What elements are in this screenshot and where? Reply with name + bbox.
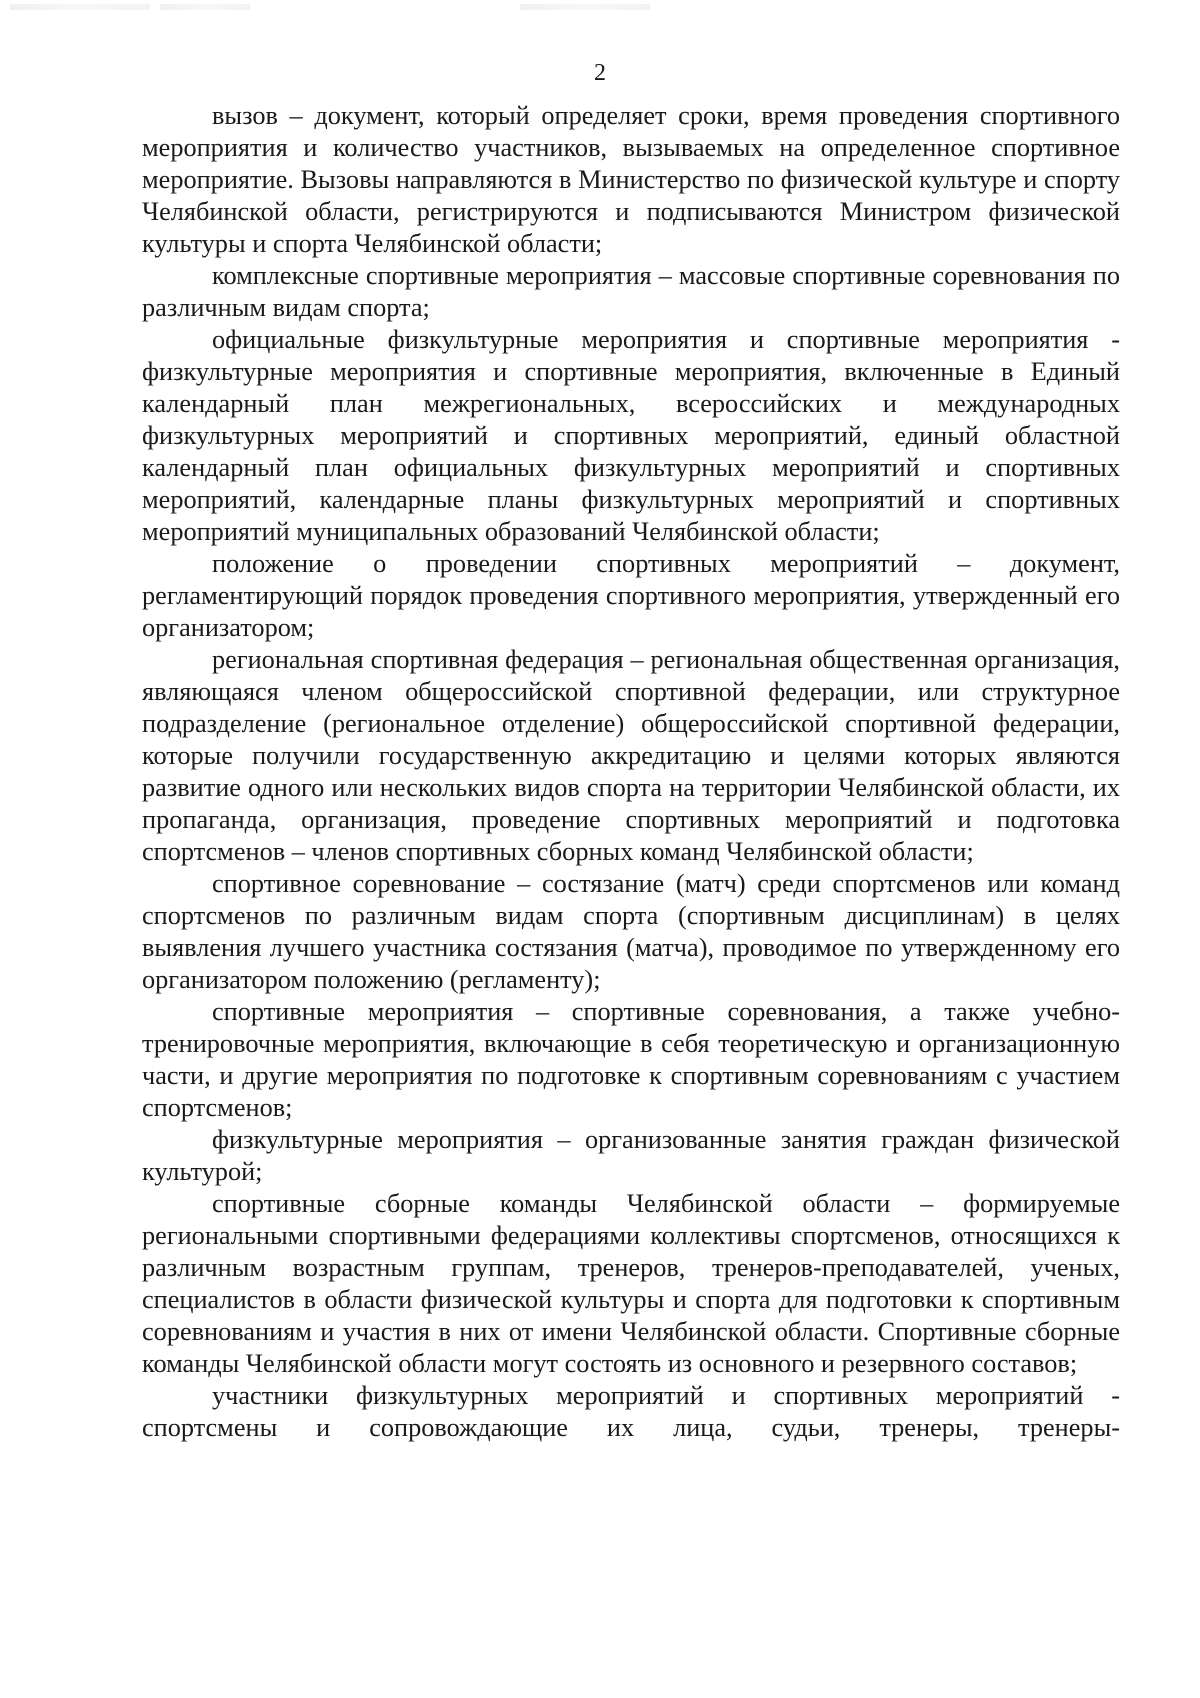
scan-artifact xyxy=(160,4,250,10)
paragraph-sportivnye-meropriyatiya: спортивные мероприятия – спортивные соревнования, а также учебно-тренировочные мероприятия, включающие в себя теоретическую и организационную части, и другие мероприятия по подготовке к спортивным соревнованиям с участием спортсменов; xyxy=(142,997,1120,1122)
paragraph-vyzov: вызов – документ, который определяет сроки, время проведения спортивного мероприятия и количество участников, вызываемых на определенное спортивное мероприятие. Вызовы направляются в Министерство по физической культуре и спорту Челябинской области, регистрируются и подписываются Министром физической культуры и спорта Челябинской области; xyxy=(142,101,1120,258)
scan-artifact xyxy=(520,4,650,10)
scan-artifact xyxy=(10,4,150,10)
paragraph-oficialnye: официальные физкультурные мероприятия и спортивные мероприятия - физкультурные мероприятия и спортивные мероприятия, включенные в Единый календарный план межрегиональных, всероссийских и международных физкультурных мероприятий и спортивных мероприятий, единый областной календарный план официальных физкультурных мероприятий и спортивных мероприятий, календарные планы физкультурных мероприятий и спортивных мероприятий муниципальных образований Челябинской области; xyxy=(142,325,1120,546)
paragraph-polozhenie: положение о проведении спортивных мероприятий – документ, регламентирующий порядок проведения спортивного мероприятия, утвержденный его организатором; xyxy=(142,549,1120,642)
paragraph-fizkulturnye-meropriyatiya: физкультурные мероприятия – организованные занятия граждан физической культурой; xyxy=(142,1125,1120,1186)
paragraph-uchastniki: участники физкультурных мероприятий и спортивных мероприятий - спортсмены и сопровождающие их лица, судьи, тренеры, тренеры- xyxy=(142,1381,1120,1442)
page-number: 2 xyxy=(594,60,606,86)
paragraph-sportivnoe-sorevnovanie: спортивное соревнование – состязание (матч) среди спортсменов или команд спортсменов по различным видам спорта (спортивным дисциплинам) в целях выявления лучшего участника состязания (матча), проводимое по утвержденному его организатором положению (регламенту); xyxy=(142,869,1120,994)
paragraph-sbornye-komandy: спортивные сборные команды Челябинской области – формируемые региональными спортивными федерациями коллективы спортсменов, относящихся к различным возрастным группам, тренеров, тренеров-преподавателей, ученых, специалистов в области физической культуры и спорта для подготовки к спортивным соревнованиям и участия в них от имени Челябинской области. Спортивные сборные команды Челябинской области могут состоять из основного и резервного составов; xyxy=(142,1189,1120,1378)
paragraph-regionalnaya-federaciya: региональная спортивная федерация – региональная общественная организация, являющаяся членом общероссийской спортивной федерации, или структурное подразделение (региональное отделение) общероссийской спортивной федерации, которые получили государственную аккредитацию и целями которых являются развитие одного или нескольких видов спорта на территории Челябинской области, их пропаганда, организация, проведение спортивных мероприятий и подготовка спортсменов – членов спортивных сборных команд Челябинской области; xyxy=(142,645,1120,866)
document-body xyxy=(142,100,1120,1444)
paragraph-kompleksnye: комплексные спортивные мероприятия – массовые спортивные соревнования по различным видам спорта; xyxy=(142,261,1120,322)
